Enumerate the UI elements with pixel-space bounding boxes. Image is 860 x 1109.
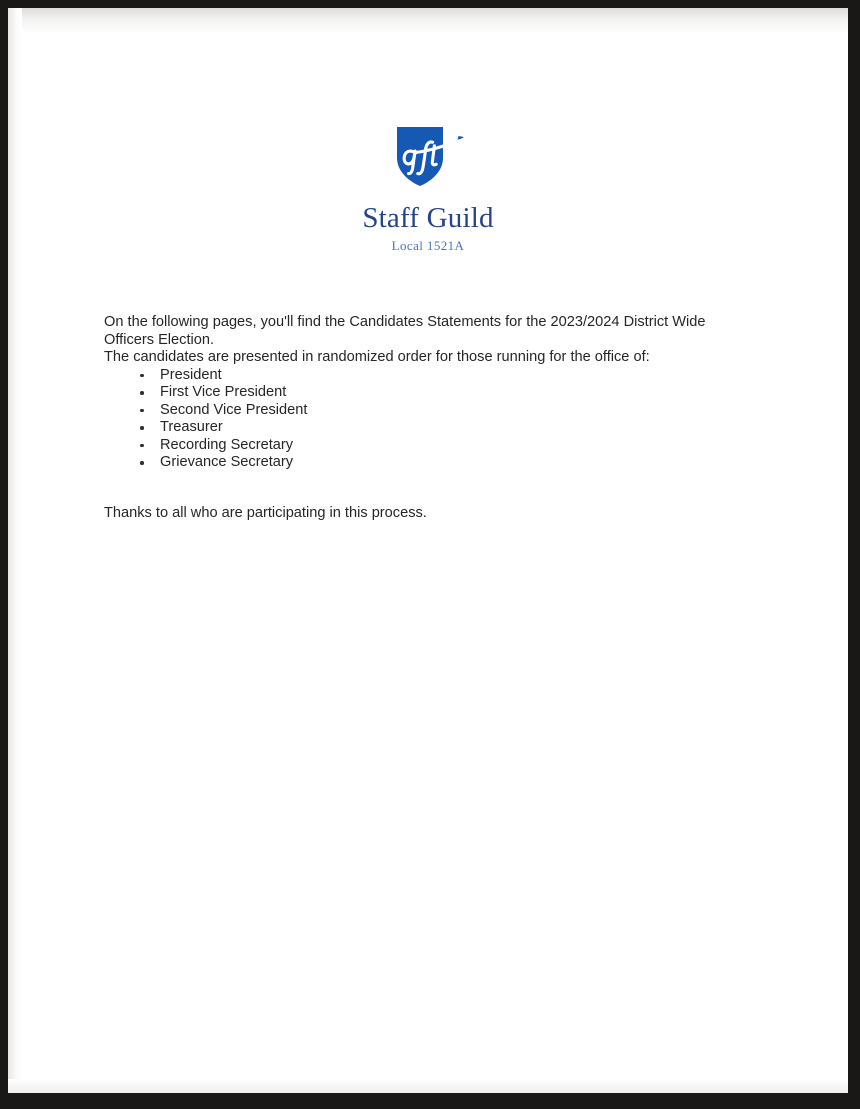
list-item — [104, 419, 764, 437]
document-body — [104, 314, 764, 522]
bullet-icon — [140, 374, 144, 378]
intro-line-3: The candidates are presented in randomized order for those running for the office of: — [104, 349, 650, 366]
bullet-icon — [140, 391, 144, 395]
organization-name: Staff Guild — [362, 202, 494, 234]
organization-logo-block — [8, 125, 848, 254]
office-label: Recording Secretary — [160, 436, 294, 453]
bullet-icon — [140, 409, 144, 413]
list-item — [104, 367, 764, 385]
office-label: Second Vice President — [160, 401, 308, 418]
intro-line-2: Officers Election. — [104, 331, 215, 348]
organization-local-number: Local 1521A — [391, 238, 465, 254]
aft-shield-svg — [385, 125, 471, 189]
office-label: Grievance Secretary — [160, 454, 294, 471]
aft-shield-icon — [385, 125, 471, 189]
bullet-icon — [140, 461, 144, 465]
office-list — [104, 367, 764, 472]
list-item — [104, 402, 764, 420]
intro-line-1: On the following pages, you'll find the Candidates Statements for the 2023/2024 District Wide — [104, 314, 706, 330]
page-bottom-shading — [8, 1079, 848, 1093]
list-item — [104, 454, 764, 472]
list-item — [104, 384, 764, 402]
closing-line: Thanks to all who are participating in this process. — [104, 504, 427, 521]
office-label: President — [160, 366, 222, 383]
office-label: First Vice President — [160, 384, 287, 401]
document-page — [8, 8, 848, 1093]
bullet-icon — [140, 426, 144, 430]
page-top-shading — [8, 8, 848, 34]
bullet-icon — [140, 444, 144, 448]
office-label: Treasurer — [160, 419, 223, 436]
list-item — [104, 437, 764, 455]
